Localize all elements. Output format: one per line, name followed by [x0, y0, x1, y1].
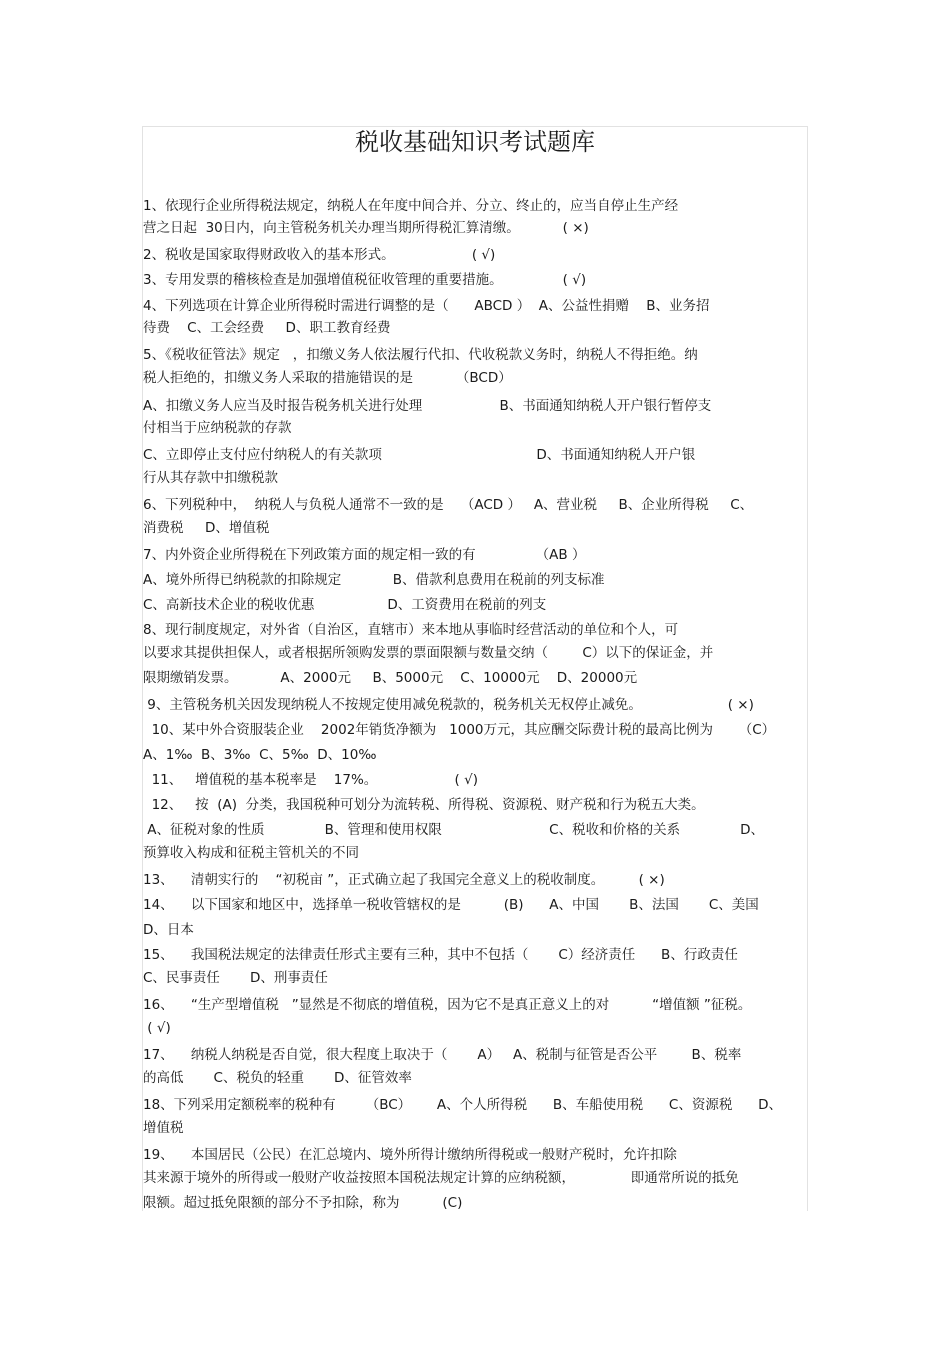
question-line: A、扣缴义务人应当及时报告税务机关进行处理 B、书面通知纳税人开户银行暂停支: [143, 398, 712, 414]
question-line: 限期缴销发票。 A、2000元 B、5000元 C、10000元 D、20000元: [143, 670, 638, 686]
question-line: 以要求其提供担保人，或者根据所领购发票的票面限额与数量交纳（ C）以下的保证金，并: [143, 645, 714, 661]
question-line: C、民事责任 D、刑事责任: [143, 970, 328, 986]
question-line: 10、某中外合资服装企业 2002年销货净额为 1000万元，其应酬交际费计税的最高比例为 （C）: [143, 722, 776, 738]
question-line: 消费税 D、增值税: [143, 520, 270, 536]
question-line: 行从其存款中扣缴税款: [143, 470, 278, 486]
question-line: A、1‰ B、3‰ C、5‰ D、10‰: [143, 747, 377, 763]
question-line: D、日本: [143, 922, 194, 938]
question-line: A、境外所得已纳税款的扣除规定 B、借款利息费用在税前的列支标准: [143, 572, 605, 588]
question-line: ( √): [143, 1020, 171, 1036]
question-line: 18、下列采用定额税率的税种有 （BC） A、个人所得税 B、车船使用税 C、资源税 D、: [143, 1097, 782, 1113]
question-line: 4、下列选项在计算企业所得税时需进行调整的是（ ABCD ） A、公益性捐赠 B、业务招: [143, 298, 710, 314]
question-line: 12、 按 (A) 分类，我国税种可划分为流转税、所得税、资源税、财产税和行为税五大类。: [143, 797, 705, 813]
question-line: A、征税对象的性质 B、管理和使用权限 C、税收和价格的关系 D、: [143, 822, 765, 838]
question-line: 16、 “生产型增值税 ”显然是不彻底的增值税，因为它不是真正意义上的对 “增值额 ”征税。: [143, 997, 752, 1013]
question-line: 19、 本国居民（公民）在汇总境内、境外所得计缴纳所得税或一般财产税时，允许扣除: [143, 1147, 677, 1163]
question-line: 5、《税收征管法》规定 ，扣缴义务人依法履行代扣、代收税款义务时，纳税人不得拒绝。纳: [143, 347, 698, 363]
question-line: 税人拒绝的，扣缴义务人采取的措施错误的是 （BCD）: [143, 370, 512, 386]
question-line: 限额。超过抵免限额的部分不予扣除，称为 (C): [143, 1195, 463, 1211]
question-line: 8、现行制度规定，对外省（自治区，直辖市）来本地从事临时经营活动的单位和个人，可: [143, 622, 679, 638]
question-line: 13、 清朝实行的 “初税亩 ”，正式确立起了我国完全意义上的税收制度。 ( ×): [143, 872, 665, 888]
question-line: 其来源于境外的所得或一般财产收益按照本国税法规定计算的应纳税额， 即通常所说的抵免: [143, 1170, 739, 1186]
question-line: C、立即停止支付应付纳税人的有关款项 D、书面通知纳税人开户银: [143, 447, 696, 463]
question-line: 17、 纳税人纳税是否自觉，很大程度上取决于（ A） A、税制与征管是否公平 B、税率: [143, 1047, 742, 1063]
question-line: 7、内外资企业所得税在下列政策方面的规定相一致的有 （AB ）: [143, 547, 586, 563]
question-line: 14、 以下国家和地区中，选择单一税收管辖权的是 (B) A、中国 B、法国 C、美国: [143, 897, 759, 913]
question-line: 6、下列税种中， 纳税人与负税人通常不一致的是 （ACD ） A、营业税 B、企业所得税 C、: [143, 497, 754, 513]
question-line: 增值税: [143, 1120, 184, 1136]
question-line: 待费 C、工会经费 D、职工教育经费: [143, 320, 391, 336]
question-line: 11、 增值税的基本税率是 17%。 ( √): [143, 772, 478, 788]
question-line: 2、税收是国家取得财政收入的基本形式。 ( √): [143, 247, 496, 263]
question-line: C、高新技术企业的税收优惠 D、工资费用在税前的列支: [143, 597, 547, 613]
question-line: 营之日起 30日内，向主管税务机关办理当期所得税汇算清缴。 ( ×): [143, 220, 589, 236]
question-line: 3、专用发票的稽核检查是加强增值税征收管理的重要措施。 ( √): [143, 272, 587, 288]
question-line: 的高低 C、税负的轻重 D、征管效率: [143, 1070, 412, 1086]
question-line: 9、主管税务机关因发现纳税人不按规定使用减免税款的，税务机关无权停止减免。 ( ×): [143, 697, 754, 713]
question-line: 15、 我国税法规定的法律责任形式主要有三种，其中不包括（ C）经济责任 B、行政责任: [143, 947, 738, 963]
question-line: 付相当于应纳税款的存款: [143, 420, 292, 436]
question-line: 预算收入构成和征税主管机关的不同: [143, 845, 359, 861]
document-title: 税收基础知识考试题库: [355, 128, 595, 156]
question-line: 1、依现行企业所得税法规定，纳税人在年度中间合并、分立、终止的，应当自停止生产经: [143, 198, 679, 214]
